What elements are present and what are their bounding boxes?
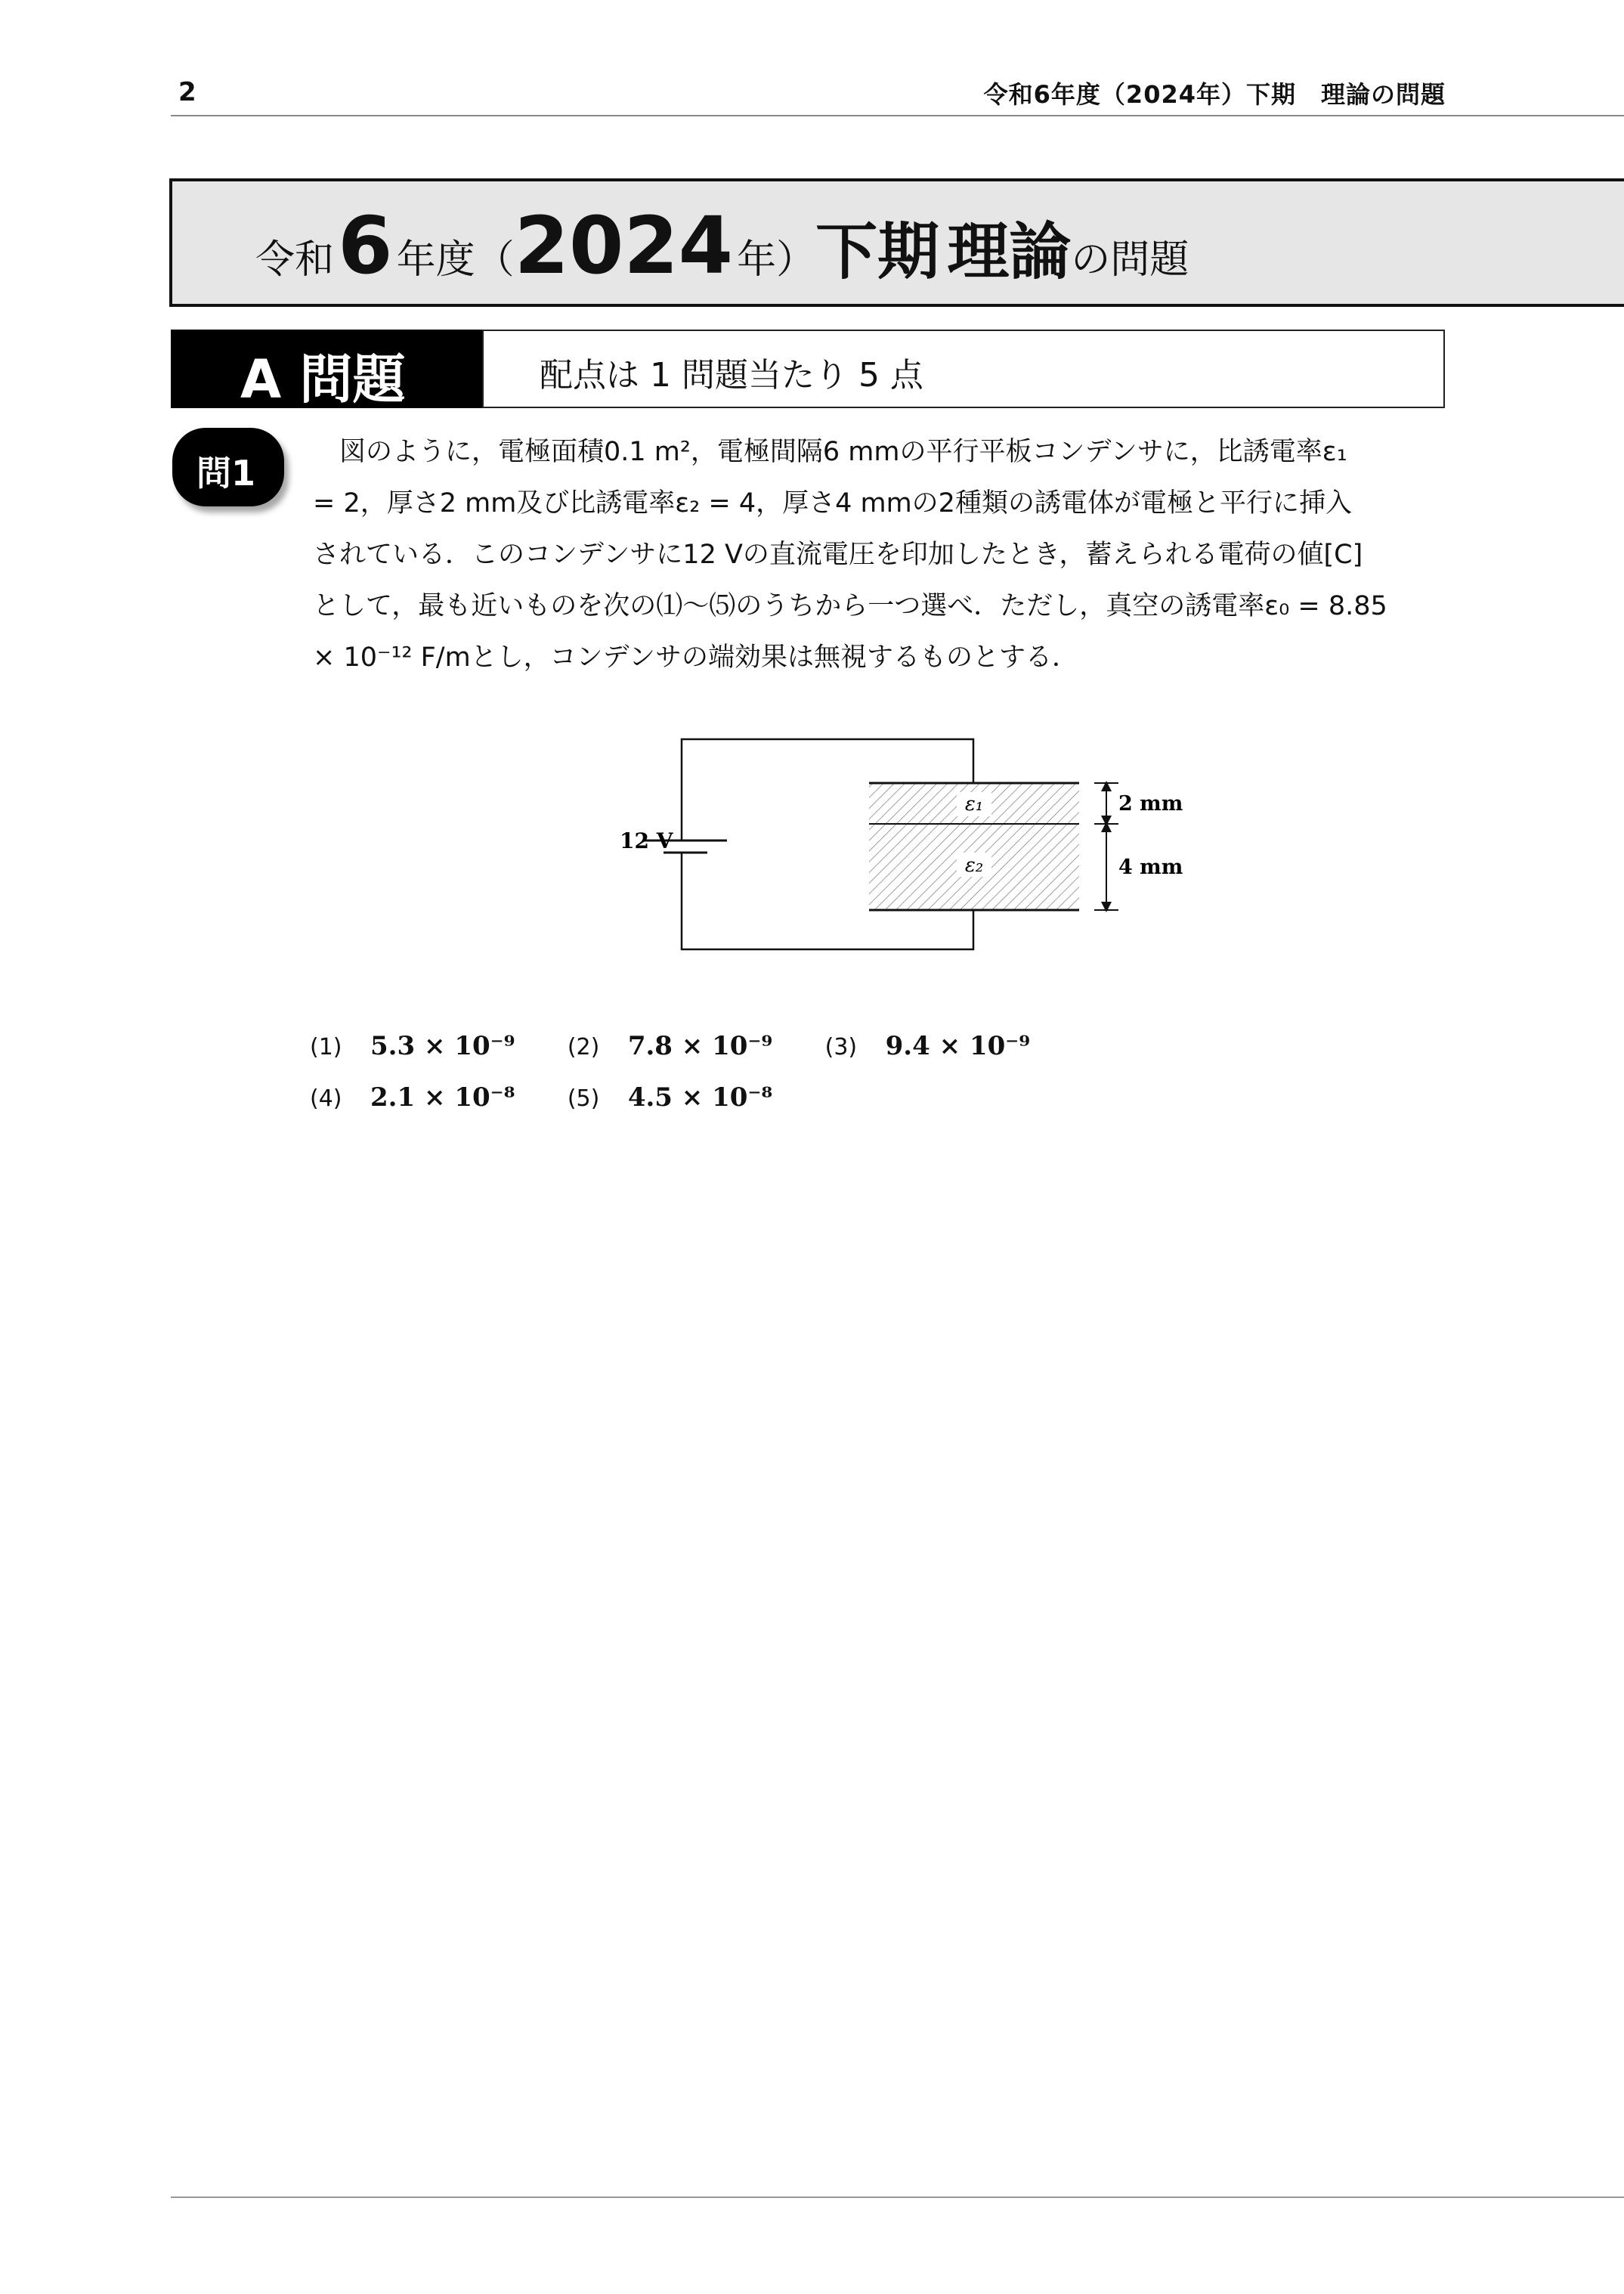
banner-year: 2024 <box>514 200 734 292</box>
question-line: として，最も近いものを次の⑴～⑸のうちから一つ選べ．ただし，真空の誘電率ε₀ = 8.85 <box>313 591 1387 621</box>
banner-num: 6 <box>338 200 393 292</box>
banner-nendo: 年度（ <box>396 237 515 283</box>
section-label: A 問題 <box>240 348 406 410</box>
banner-kaki: 下期 <box>815 216 940 288</box>
options-row-1 <box>310 1031 1075 1061</box>
running-title: 令和6年度（2024年）下期 理論の問題 <box>983 80 1446 109</box>
option-value: 9.4 × 10⁻⁹ <box>885 1031 1031 1061</box>
question-text <box>313 426 1446 683</box>
question-line: されている．このコンデンサに12 Vの直流電圧を印加したとき，蓄えられる電荷の値[C] <box>313 540 1363 570</box>
option-1[interactable] <box>310 1031 559 1061</box>
option-number: (5) <box>567 1085 600 1112</box>
options-row-2 <box>310 1082 817 1113</box>
thickness-1-label: 2 mm <box>1118 792 1183 816</box>
option-4[interactable] <box>310 1082 559 1113</box>
banner-riron: 理論 <box>947 216 1072 288</box>
option-number: (4) <box>310 1085 342 1112</box>
question-badge <box>172 428 284 506</box>
eps1-label: ε₁ <box>964 793 984 816</box>
title-banner <box>169 178 1624 307</box>
option-value: 7.8 × 10⁻⁹ <box>627 1031 773 1061</box>
banner-nen: 年） <box>737 237 816 283</box>
voltage-label: 12 V <box>620 828 673 853</box>
circuit-diagram <box>559 733 1224 960</box>
footer-divider <box>171 2196 1624 2198</box>
option-number: (1) <box>310 1034 342 1060</box>
question-line: × 10⁻¹² F/mとし，コンデンサの端効果は無視するものとする． <box>313 642 1078 673</box>
option-value: 4.5 × 10⁻⁸ <box>627 1082 773 1113</box>
option-2[interactable] <box>568 1031 817 1061</box>
section-note-box <box>482 330 1445 408</box>
option-value: 5.3 × 10⁻⁹ <box>370 1031 515 1061</box>
thickness-2-label: 4 mm <box>1118 856 1183 879</box>
question-line: = 2，厚さ2 mm及び比誘電率ε₂ = 4，厚さ4 mmの2種類の誘電体が電極と平行に挿入 <box>313 488 1352 519</box>
option-number: (3) <box>824 1034 858 1060</box>
header-divider <box>171 115 1624 116</box>
question-line: 図のように，電極面積0.1 m²，電極間隔6 mmの平行平板コンデンサに，比誘電率ε₁ <box>313 437 1347 467</box>
banner-title <box>255 200 1189 311</box>
banner-suffix: の問題 <box>1071 237 1189 283</box>
option-number: (2) <box>567 1034 600 1060</box>
option-5[interactable] <box>568 1082 817 1113</box>
eps2-label: ε₂ <box>964 854 984 877</box>
capacitor-circuit-figure <box>559 733 1224 963</box>
banner-pre: 令和 <box>255 237 335 283</box>
option-3[interactable] <box>825 1031 1075 1061</box>
page-number: 2 <box>178 77 196 107</box>
dimension-lines <box>1094 783 1118 910</box>
question-badge-label: 問1 <box>196 453 256 494</box>
section-label-box <box>171 330 484 408</box>
section-note: 配点は 1 問題当たり 5 点 <box>540 356 923 395</box>
option-value: 2.1 × 10⁻⁸ <box>370 1082 515 1113</box>
